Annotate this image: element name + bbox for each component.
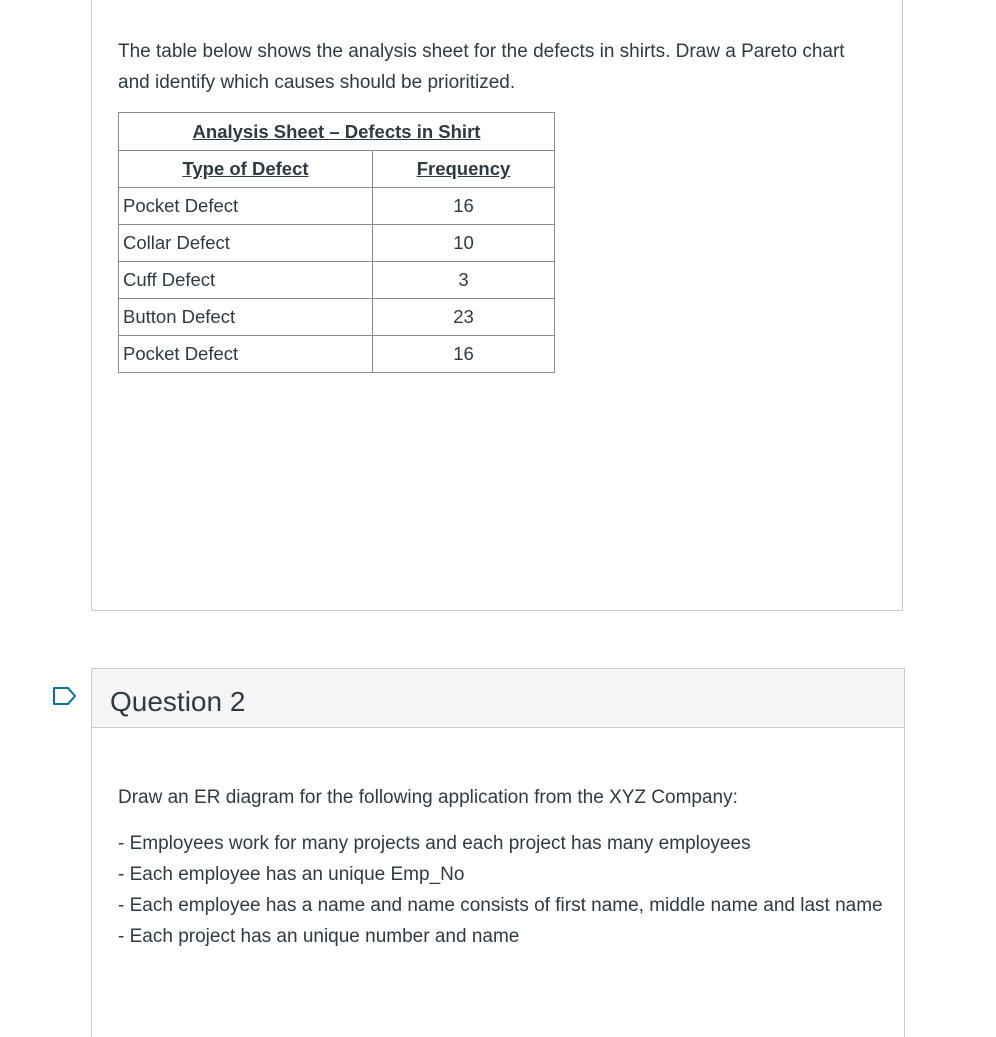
defect-type-cell: Pocket Defect (119, 188, 373, 225)
table-row (119, 188, 555, 225)
frequency-cell: 16 (373, 188, 555, 225)
defect-type-cell: Button Defect (119, 299, 373, 336)
frequency-cell: 23 (373, 299, 555, 336)
question-2-header (91, 668, 905, 728)
list-item: - Each employee has a name and name consists of first name, middle name and last name (118, 895, 883, 916)
question-2-title: Question 2 (110, 686, 246, 717)
table-row (119, 262, 555, 299)
flag-question-icon[interactable] (52, 686, 78, 706)
table-row (119, 225, 555, 262)
frequency-cell: 16 (373, 336, 555, 373)
list-item: - Each employee has an unique Emp_No (118, 864, 465, 885)
frequency-cell: 3 (373, 262, 555, 299)
defect-analysis-table (118, 112, 555, 373)
table-row (119, 299, 555, 336)
defect-type-cell: Collar Defect (119, 225, 373, 262)
frequency-cell: 10 (373, 225, 555, 262)
list-item: - Employees work for many projects and each project has many employees (118, 833, 751, 854)
question-1-prompt: The table below shows the analysis sheet for the defects in shirts. Draw a Pareto chart and identify which causes should be prioritized. (118, 41, 845, 93)
header-type-of-defect: Type of Defect (119, 151, 373, 188)
table-caption: Analysis Sheet – Defects in Shirt (119, 113, 555, 151)
requirements-list (118, 828, 888, 952)
defect-type-cell: Cuff Defect (119, 262, 373, 299)
list-item: - Each project has an unique number and name (118, 926, 520, 947)
defect-type-cell: Pocket Defect (119, 336, 373, 373)
header-frequency: Frequency (373, 151, 555, 188)
question-2-intro: Draw an ER diagram for the following application from the XYZ Company: (118, 787, 738, 808)
table-row (119, 336, 555, 373)
